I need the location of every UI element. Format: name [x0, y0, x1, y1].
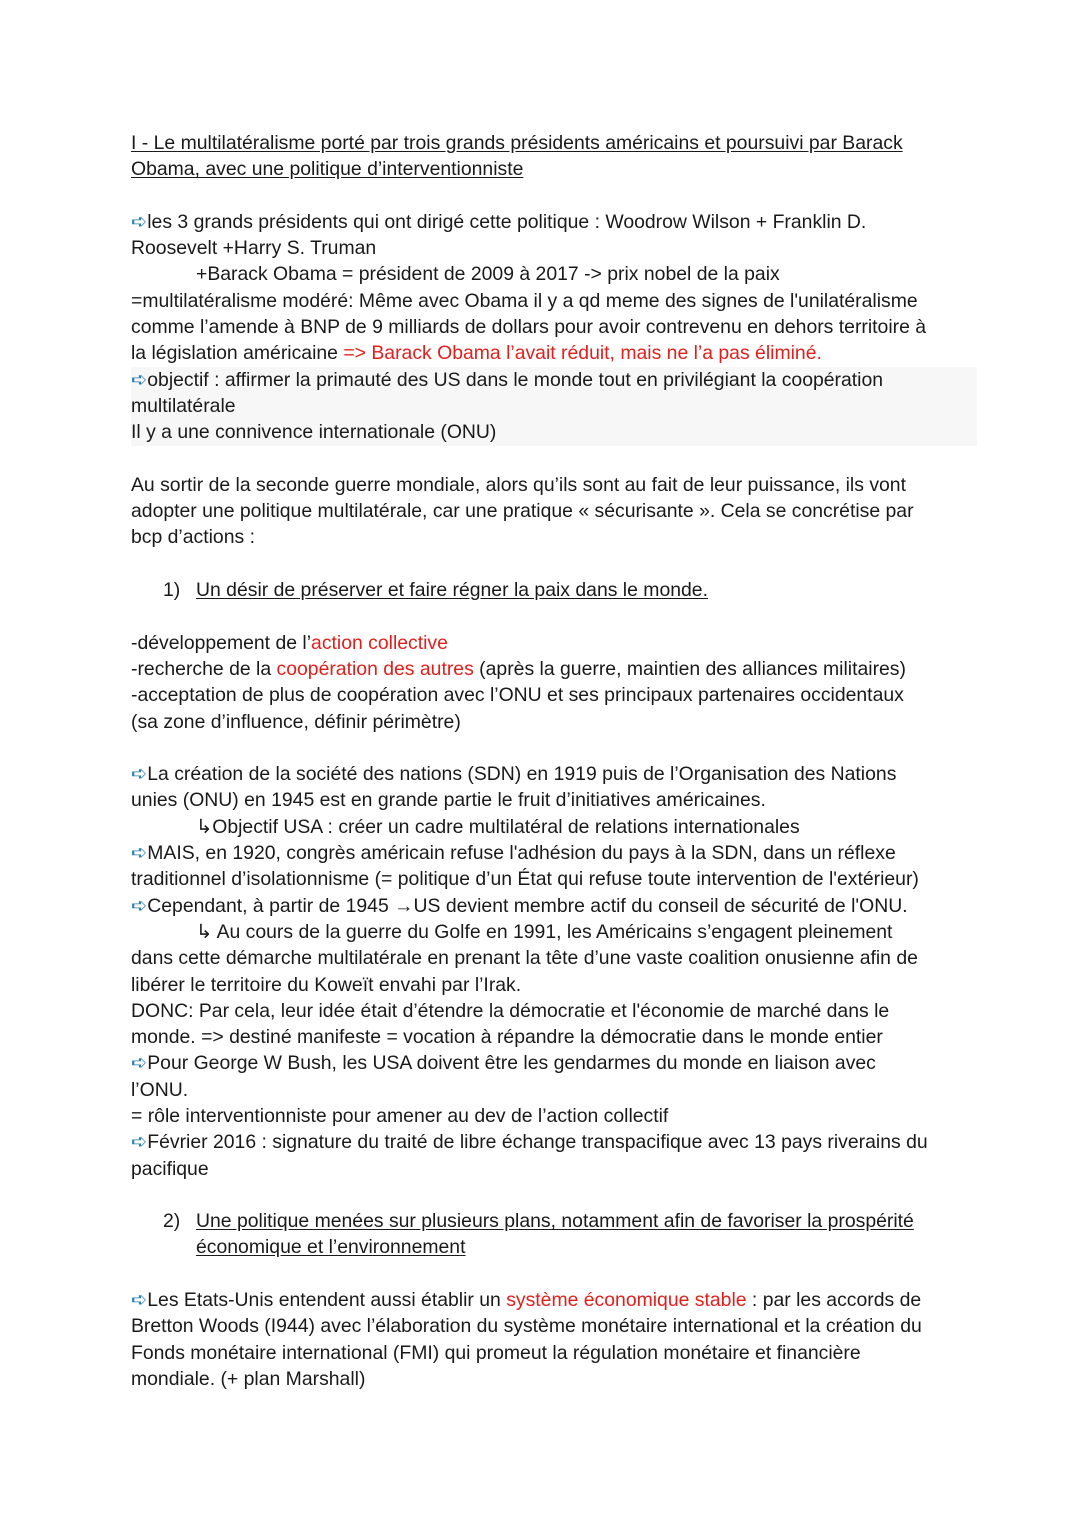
text-line: bcp d’actions :	[131, 526, 255, 549]
arrow-icon: ➪	[131, 763, 148, 786]
text-line: ➪Les Etats-Unis entendent aussi établir un système économique stable : par les accords de	[131, 1289, 922, 1312]
text-line: -développement de l’action collective	[131, 631, 448, 654]
text-line: -recherche de la coopération des autres (après la guerre, maintien des alliances militaires)	[131, 657, 906, 680]
hook-arrow-icon: ↳	[196, 815, 213, 838]
text-line: ➪Pour George W Bush, les USA doivent être les gendarmes du monde en liaison avec	[131, 1052, 876, 1075]
subsection-title: Un désir de préserver et faire régner la paix dans le monde.	[196, 579, 708, 602]
text-line: monde. => destiné manifeste = vocation à répandre la démocratie dans le monde entier	[131, 1026, 883, 1049]
text-line: adopter une politique multilatérale, car une pratique « sécurisante ». Cela se concrétise par	[131, 500, 914, 523]
text-line: Roosevelt +Harry S. Truman	[131, 237, 377, 260]
text-line: -acceptation de plus de coopération avec l’ONU et ses principaux partenaires occidentaux	[131, 684, 904, 707]
paragraph-intro	[131, 472, 961, 551]
text-line: ➪Février 2016 : signature du traité de libre échange transpacifique avec 13 pays riverains du	[131, 1131, 928, 1154]
text-line: la législation américaine => Barack Obama l’avait réduit, mais ne l’a pas éliminé.	[131, 342, 822, 365]
text-line: traditionnel d’isolationnisme (= politique d’un État qui refuse toute intervention de l'extérieur)	[131, 868, 919, 891]
arrow-icon: ➪	[131, 1131, 148, 1154]
text-line: =multilatéralisme modéré: Même avec Obama il y a qd meme des signes de l'unilatéralisme	[131, 289, 918, 312]
text-line: ↳Objectif USA : créer un cadre multilatéral de relations internationales	[196, 815, 800, 838]
paragraph-actions	[131, 630, 961, 735]
highlighted-text: => Barack Obama l’avait réduit, mais ne l’a pas éliminé.	[343, 342, 822, 365]
highlighted-text: système économique stable	[506, 1289, 747, 1312]
text-line: DONC: Par cela, leur idée était d’étendre la démocratie et l'économie de marché dans le	[131, 999, 890, 1022]
document-body	[131, 130, 961, 1392]
text-line: mondiale. (+ plan Marshall)	[131, 1367, 366, 1390]
text-line: ➪La création de la société des nations (SDN) en 1919 puis de l’Organisation des Nations	[131, 763, 897, 786]
subsection-title: Une politique menées sur plusieurs plans, notamment afin de favoriser la prospérité économique et l’environnement	[196, 1210, 914, 1259]
heading-line: I - Le multilatéralisme porté par trois grands présidents américains et poursuivi par Barack	[131, 132, 903, 154]
paragraph-sdn-onu	[131, 761, 961, 1182]
arrow-icon: ➪	[131, 894, 148, 917]
arrow-icon: ➪	[131, 368, 148, 391]
text-line: ↳ Au cours de la guerre du Golfe en 1991, les Américains s’engagent pleinement	[196, 920, 893, 943]
subsection-heading-1	[131, 577, 961, 603]
text-line: Au sortir de la seconde guerre mondiale, alors qu’ils sont au fait de leur puissance, ils vont	[131, 473, 906, 496]
text-line: ➪Cependant, à partir de 1945 →US devient membre actif du conseil de sécurité de l'ONU.	[131, 894, 908, 917]
text-line: Il y a une connivence internationale (ONU)	[131, 421, 497, 444]
paragraph-economy	[131, 1287, 961, 1392]
hook-arrow-icon: ↳	[196, 920, 213, 943]
list-number: 2)	[163, 1210, 181, 1233]
highlighted-text: action collective	[311, 631, 448, 654]
text-line: ➪objectif : affirmer la primauté des US dans le monde tout en privilégiant la coopération	[131, 368, 884, 391]
shaded-block	[131, 367, 977, 446]
paragraph-presidents	[131, 209, 961, 446]
subsection-heading-2	[131, 1208, 961, 1261]
text-line: pacifique	[131, 1157, 209, 1180]
text-line: dans cette démarche multilatérale en prenant la tête d’une vaste coalition onusienne afin de	[131, 947, 918, 970]
section-heading	[131, 130, 961, 183]
list-number: 1)	[163, 579, 181, 602]
text-line: +Barack Obama = président de 2009 à 2017 -> prix nobel de la paix	[196, 263, 780, 286]
text-line: (sa zone d’influence, définir périmètre)	[131, 710, 461, 733]
text-line: Fonds monétaire international (FMI) qui promeut la régulation monétaire et financière	[131, 1341, 861, 1364]
arrow-icon: ➪	[131, 1289, 148, 1312]
text-line: ➪les 3 grands présidents qui ont dirigé cette politique : Woodrow Wilson + Franklin D.	[131, 210, 867, 233]
text-line: l’ONU.	[131, 1078, 189, 1101]
text-line: multilatérale	[131, 394, 236, 417]
text-line: comme l’amende à BNP de 9 milliards de dollars pour avoir contrevenu en dehors territoire à	[131, 316, 927, 339]
text-line: ➪MAIS, en 1920, congrès américain refuse l'adhésion du pays à la SDN, dans un réflexe	[131, 842, 896, 865]
text-line: unies (ONU) en 1945 est en grande partie le fruit d’initiatives américaines.	[131, 789, 766, 812]
arrow-icon: ➪	[131, 210, 148, 233]
highlighted-text: coopération des autres	[276, 657, 474, 680]
arrow-icon: ➪	[131, 842, 148, 865]
heading-line: Obama, avec une politique d’interventionniste	[131, 158, 524, 181]
arrow-icon: ➪	[131, 1052, 148, 1075]
text-line: Bretton Woods (I944) avec l’élaboration du système monétaire international et la création du	[131, 1315, 922, 1338]
text-line: = rôle interventionniste pour amener au dev de l’action collectif	[131, 1104, 669, 1127]
text-line: libérer le territoire du Koweït envahi par l’Irak.	[131, 973, 522, 996]
